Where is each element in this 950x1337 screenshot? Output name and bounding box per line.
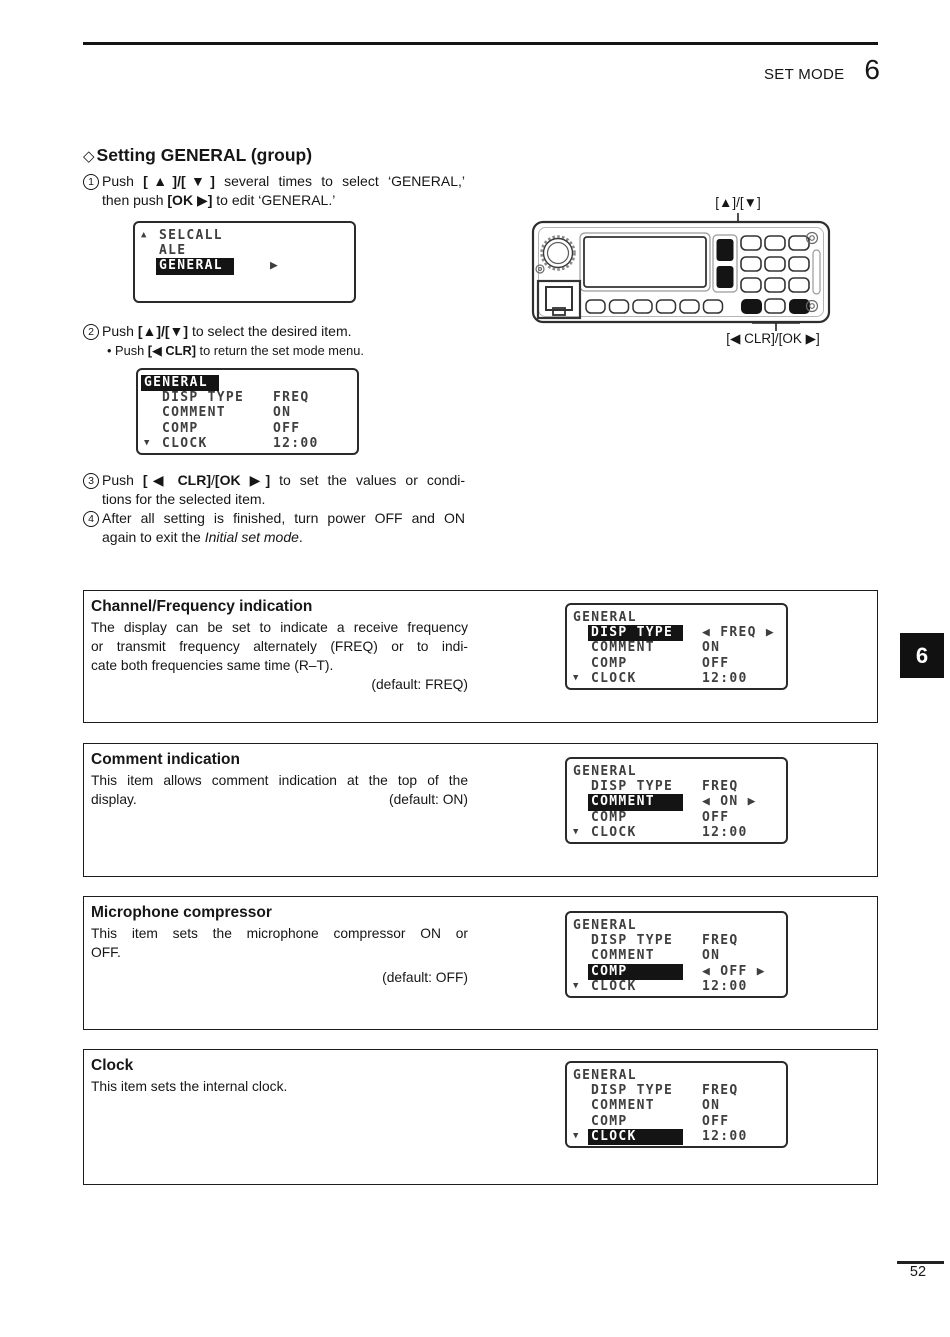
lcd-row [141, 243, 351, 258]
step-number: 4 [83, 511, 99, 527]
lcd-row: DISP TYPE FREQ [162, 390, 310, 406]
section-title: SET MODE [763, 66, 845, 83]
lcd-row-selected [141, 258, 351, 273]
down-button [717, 266, 734, 288]
header-rule [83, 42, 878, 45]
lcd-row-selected: DISP TYPE ◀ FREQ ▶ [573, 625, 783, 640]
volume-knob [542, 237, 575, 270]
lcd-row: COMP OFF [591, 655, 730, 671]
step-4 [83, 509, 465, 547]
lcd-row-selected: COMP ◀ OFF ▶ [573, 964, 783, 979]
chapter-number: 6 [864, 54, 880, 85]
step-note: • Push [◀ CLR] to return the set mode menu. [107, 343, 364, 358]
lcd-title-highlighted: GENERAL [141, 375, 219, 391]
scroll-down-icon: ▼ [573, 672, 579, 683]
lcd-row: ▼ CLOCK 12:00 [144, 435, 319, 451]
lcd-label-highlighted: COMMENT [588, 794, 683, 810]
section-microphone-compressor: Microphone compressor This item sets the microphone compressor ON or OFF. (default: OFF) [83, 896, 878, 1030]
label-up-down-keys: [▲]/[▼] [715, 195, 761, 210]
step-3 [83, 471, 465, 509]
lcd-row: DISP TYPE FREQ [591, 933, 739, 949]
scroll-down-icon: ▼ [573, 826, 579, 837]
scroll-up-icon: ▲ [141, 230, 147, 240]
lcd-screen-comment [565, 757, 788, 844]
lcd-row-selected: COMMENT ◀ ON ▶ [573, 794, 783, 809]
lcd-label: ALE [159, 243, 187, 259]
lcd-row: COMMENT ON [591, 640, 721, 656]
default-note: (default: FREQ) [371, 677, 468, 692]
default-note: (default: ON) [389, 792, 468, 807]
section-heading: Comment indication [91, 751, 240, 768]
lcd-row: COMMENT ON [591, 1098, 721, 1114]
diamond-icon: ◇ [83, 148, 95, 165]
step-2 [83, 322, 465, 360]
clr-button [741, 299, 762, 314]
chapter-tab: 6 [900, 633, 944, 678]
lcd-screen-comp [565, 911, 788, 998]
step-text: After all setting is finished, turn power OFF and ON again to exit the Initial set mode. [102, 510, 465, 545]
section-heading: Channel/Frequency indication [91, 598, 313, 615]
lcd-row [141, 228, 351, 243]
page-title-text: Setting GENERAL (group) [96, 145, 313, 165]
lcd-row-title: GENERAL [573, 918, 637, 933]
lcd-screen-disp-type [565, 603, 788, 690]
label-clr-ok-keys: [◀ CLR]/[OK ▶] [726, 331, 820, 346]
lcd-label: SELCALL [159, 228, 223, 243]
lcd-label-highlighted: CLOCK [588, 1129, 683, 1145]
page-title [83, 145, 312, 166]
section-clock: Clock This item sets the internal clock. [83, 1049, 878, 1185]
lcd-row: DISP TYPE FREQ [591, 1083, 739, 1099]
section-comment-indication: Comment indication This item allows comment indication at the top of the display. (default: ON) [83, 743, 878, 877]
lcd-row-title: GENERAL [573, 764, 637, 779]
lcd-row-title: GENERAL [573, 610, 637, 625]
step-1 [83, 172, 465, 210]
lcd-row: COMP OFF [162, 420, 301, 436]
lcd-screen-general-menu [136, 368, 359, 455]
section-heading: Microphone compressor [91, 904, 272, 921]
lcd-row: COMP OFF [591, 809, 730, 825]
step-number: 3 [83, 473, 99, 489]
up-button [717, 239, 734, 261]
lcd-row: COMMENT ON [162, 405, 292, 421]
lcd-row-title [144, 375, 354, 390]
section-heading: Clock [91, 1057, 134, 1074]
lcd-screen-clock [565, 1061, 788, 1148]
lcd-label-highlighted: GENERAL [156, 258, 234, 274]
step-number: 1 [83, 174, 99, 190]
lcd-label-highlighted: COMP [588, 964, 683, 980]
scroll-down-icon: ▼ [573, 1130, 579, 1141]
default-note: (default: OFF) [382, 970, 468, 985]
lcd-row: COMP OFF [591, 1113, 730, 1129]
page-header [764, 54, 880, 86]
step-number: 2 [83, 324, 99, 340]
step-text: Push [▲]/[▼] to select the desired item. [102, 323, 352, 339]
lcd-display [580, 233, 710, 291]
lcd-row-selected: ▼ CLOCK 12:00 [573, 1128, 748, 1144]
lcd-label-highlighted: DISP TYPE [588, 625, 683, 641]
section-channel-frequency: Channel/Frequency indication The display can be set to indicate a receive frequency or transmit frequency alternately (FREQ) or to indi- cate both frequencies same time (R–T). (default: FREQ) [83, 590, 878, 723]
scroll-down-icon: ▼ [144, 437, 150, 448]
lcd-row: ▼ CLOCK 12:00 [573, 824, 748, 840]
arrow-right-icon: ▶ [270, 258, 280, 274]
scroll-down-icon: ▼ [573, 980, 579, 991]
lcd-row: ▼ CLOCK 12:00 [573, 670, 748, 686]
lcd-row: ▼ CLOCK 12:00 [573, 978, 748, 994]
lcd-screen-group-select [133, 221, 356, 303]
lcd-row-title: GENERAL [573, 1068, 637, 1083]
lcd-row: COMMENT ON [591, 948, 721, 964]
lcd-value [270, 228, 351, 243]
step-text: Push [◀ CLR]/[OK ▶] to set the values or condi- tions for the selected item. [102, 472, 465, 507]
page-number: 52 [909, 1264, 927, 1280]
lcd-row: DISP TYPE FREQ [591, 779, 739, 795]
step-text: Push [▲]/[▼] several times to select ‘GENERAL,’ then push [OK ▶] to edit ‘GENERAL.’ [102, 173, 465, 208]
